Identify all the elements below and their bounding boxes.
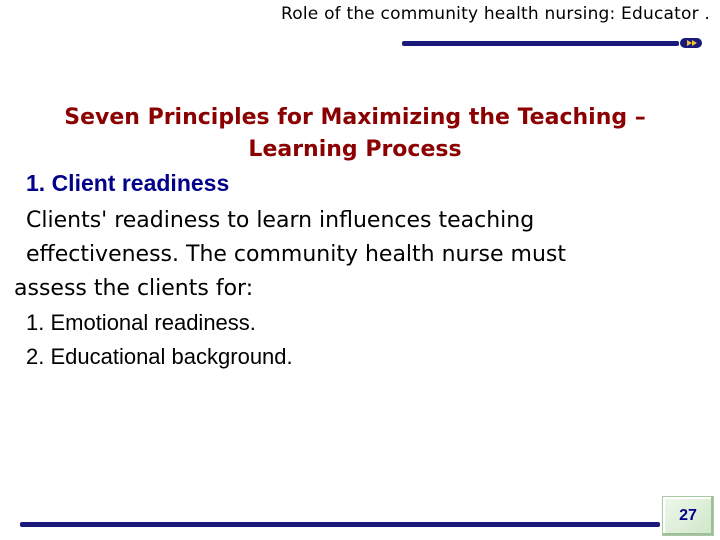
- heading-line-1: Seven Principles for Maximizing the Teaching –: [64, 105, 646, 130]
- slide-body: [14, 204, 694, 374]
- heading-line-2: Learning Process: [248, 137, 462, 162]
- header-divider: [402, 41, 679, 46]
- page-number: 27: [679, 507, 697, 524]
- slide-header-title: Role of the community health nursing: Educator .: [281, 4, 710, 24]
- principle-title: 1. Client readiness: [26, 170, 230, 196]
- list-item: 1. Emotional readiness.: [26, 310, 256, 335]
- page-number-badge: [662, 496, 714, 536]
- list-item: [14, 340, 694, 374]
- arrow-bullet-icon: [680, 37, 702, 49]
- footer-divider: [20, 522, 660, 527]
- body-line-2: effectiveness. The community health nurse must: [26, 242, 566, 267]
- body-line-3: assess the clients for:: [14, 276, 254, 301]
- slide-heading: [10, 102, 700, 166]
- body-line-1: Clients' readiness to learn influences teaching: [26, 208, 535, 233]
- list-item-text: 2. Educational background.: [26, 344, 293, 369]
